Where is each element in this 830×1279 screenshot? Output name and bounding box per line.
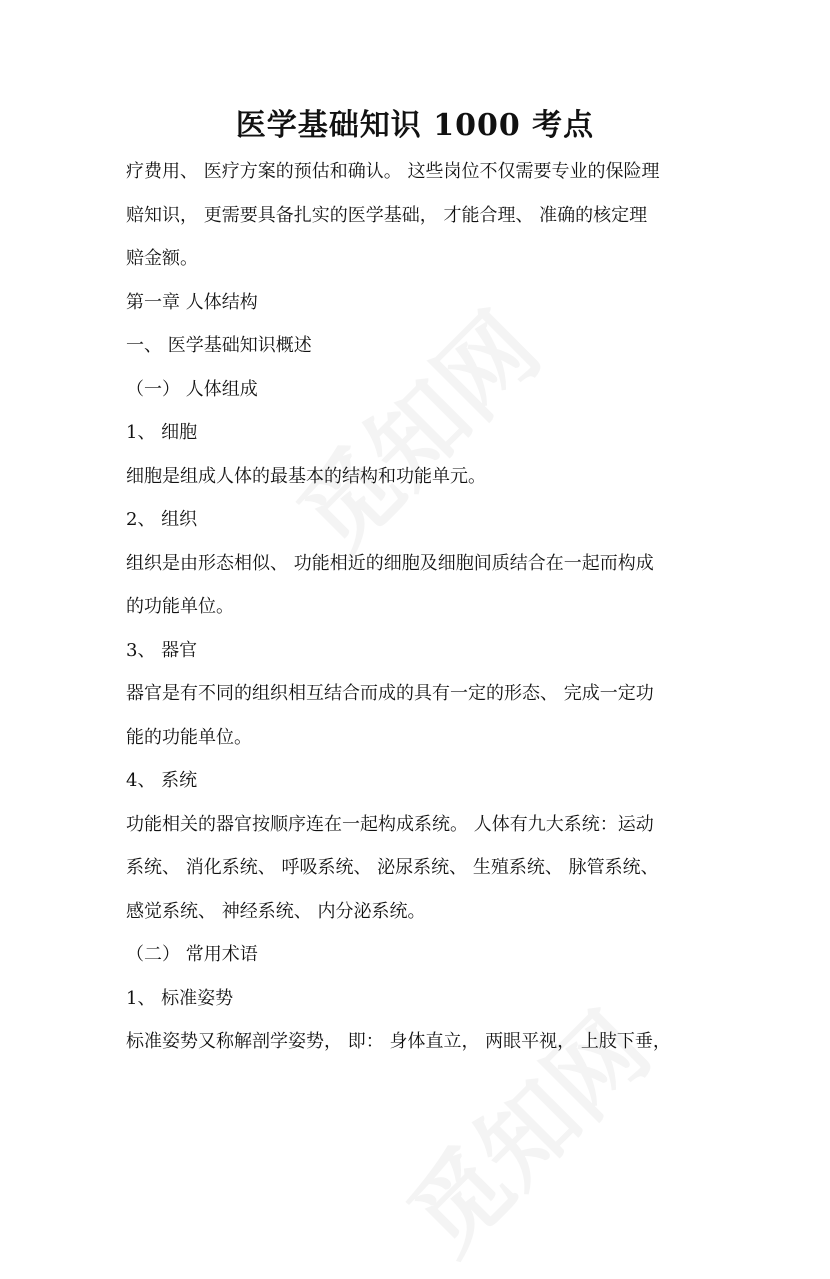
- item-heading: 1、 标准姿势: [126, 987, 234, 1009]
- item-heading: 2、 组织: [126, 509, 198, 530]
- text-line: 能的功能单位。: [126, 726, 252, 748]
- text-line: 赔金额。: [126, 248, 198, 269]
- text-line: 标准姿势又称解剖学姿势， 即： 身体直立， 两眼平视， 上肢下垂，: [126, 1031, 671, 1052]
- document-title: 医学基础知识 1000 考点: [235, 108, 595, 143]
- text-line: 细胞是组成人体的最基本的结构和功能单元。: [126, 465, 486, 487]
- text-line: 感觉系统、 神经系统、 内分泌系统。: [126, 900, 426, 922]
- chapter-heading: 第一章 人体结构: [126, 291, 258, 313]
- subsection-heading: （一） 人体组成: [126, 378, 258, 400]
- item-heading: 1、 细胞: [126, 422, 198, 443]
- text-line: 赔知识， 更需要具备扎实的医学基础， 才能合理、 准确的核定理: [126, 204, 648, 226]
- document-body: [126, 150, 716, 1064]
- subsection-heading: （二） 常用术语: [126, 944, 258, 965]
- text-line: 的功能单位。: [126, 596, 234, 617]
- item-heading: 3、 器官: [126, 639, 198, 661]
- text-line: 组织是由形态相似、 功能相近的细胞及细胞间质结合在一起而构成: [126, 552, 654, 574]
- section-heading: 一、 医学基础知识概述: [126, 335, 312, 356]
- text-line: 疗费用、 医疗方案的预估和确认。 这些岗位不仅需要专业的保险理: [126, 161, 660, 182]
- item-heading: 4、 系统: [126, 770, 198, 791]
- text-line: 器官是有不同的组织相互结合而成的具有一定的形态、 完成一定功: [126, 683, 654, 704]
- text-line: 系统、 消化系统、 呼吸系统、 泌尿系统、 生殖系统、 脉管系统、: [126, 857, 659, 878]
- text-line: 功能相关的器官按顺序连在一起构成系统。 人体有九大系统：运动: [126, 813, 654, 835]
